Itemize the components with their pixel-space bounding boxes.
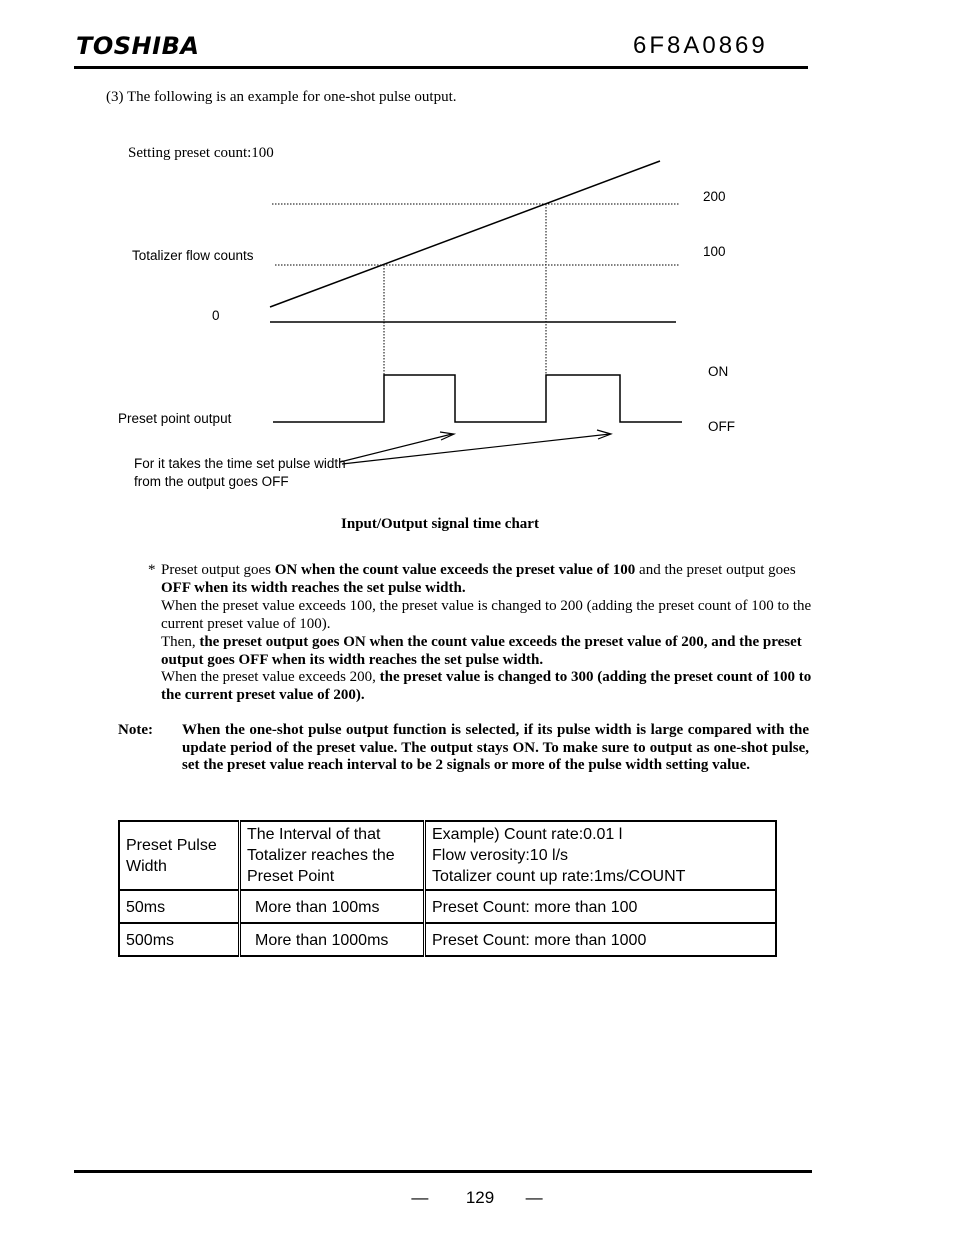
table-header-row [119, 821, 776, 890]
level-200-label: 200 [703, 189, 726, 204]
page-dash-right: — [525, 1188, 543, 1207]
signal-time-chart [0, 0, 954, 500]
table-row [119, 923, 776, 956]
table-cell: More than 100ms [240, 890, 425, 923]
description-p3: Then, the preset output goes ON when the count value exceeds the preset value of 200, and the preset output goes OFF when its width reaches the set pulse width. [161, 633, 802, 668]
header-preset-pulse-width: Preset Pulse Width [119, 821, 240, 890]
table-row [119, 890, 776, 923]
table-cell: More than 1000ms [240, 923, 425, 956]
pulse-width-table [118, 820, 777, 957]
table-cell: 500ms [119, 923, 240, 956]
pulse-note-line1: For it takes the time set pulse width [134, 456, 346, 471]
pulse-arrow-2 [342, 434, 610, 464]
chart-caption: Input/Output signal time chart [341, 516, 539, 532]
brand-logo: TOSHIBA [76, 32, 200, 60]
off-label: OFF [708, 419, 735, 434]
preset-output-signal [273, 375, 682, 422]
description-p4: When the preset value exceeds 200, the preset value is changed to 300 (adding the preset count of 100 to the current preset value of 200). [161, 669, 812, 704]
description-p1: Preset output goes ON when the count value exceeds the preset value of 100 and the preset output goes OFF when its width reaches the set pulse width. [161, 562, 796, 596]
page-number-value: 129 [465, 1188, 495, 1207]
description-paragraph [161, 562, 821, 705]
pulse-note-line2: from the output goes OFF [134, 474, 289, 489]
table-cell: 50ms [119, 890, 240, 923]
footer-rule [74, 1170, 812, 1173]
header-example: Example) Count rate:0.01 l Flow verosity:10 l/s Totalizer count up rate:1ms/COUNT [425, 821, 777, 890]
page-dash-left: — [411, 1188, 429, 1207]
table-cell: Preset Count: more than 1000 [425, 923, 777, 956]
preset-count-label: Setting preset count:100 [128, 145, 274, 161]
totalizer-ramp [270, 161, 660, 307]
note-label: Note: [118, 722, 153, 738]
header-interval: The Interval of that Totalizer reaches the Preset Point [240, 821, 425, 890]
totalizer-label: Totalizer flow counts [132, 248, 254, 263]
note-text: When the one-shot pulse output function is selected, if its pulse width is large compared with the update period of the preset value. The output stays ON. To make sure to output as one-shot pulse, set the preset value reach interval to be 2 signals or more of the pulse width setting value. [182, 722, 809, 773]
bullet-marker: * [148, 562, 156, 578]
table-cell: Preset Count: more than 100 [425, 890, 777, 923]
intro-text: (3) The following is an example for one-shot pulse output. [106, 89, 457, 105]
zero-label: 0 [212, 308, 220, 323]
page-number [0, 1188, 954, 1208]
description-p2: When the preset value exceeds 100, the preset value is changed to 200 (adding the preset count of 100 to the current preset value of 100). [161, 597, 812, 632]
on-label: ON [708, 364, 729, 379]
preset-output-label: Preset point output [118, 411, 232, 426]
level-100-label: 100 [703, 244, 726, 259]
document-number: 6F8A0869 [633, 32, 768, 59]
